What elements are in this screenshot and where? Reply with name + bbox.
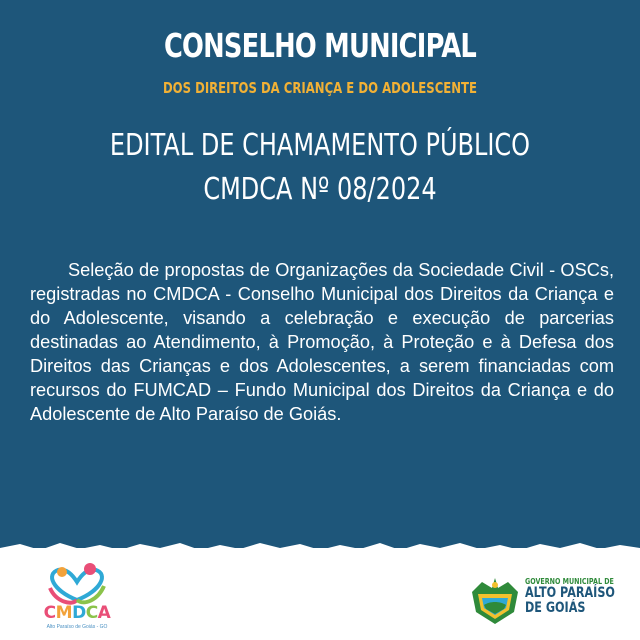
cmdca-letter: D — [72, 603, 86, 623]
cmdca-letter: A — [97, 603, 111, 623]
council-subtitle: DOS DIREITOS DA CRIANÇA E DO ADOLESCENTE — [162, 79, 478, 97]
notice-line-2: CMDCA Nº 08/2024 — [203, 172, 437, 207]
government-label: GOVERNO MUNICIPAL DE — [525, 577, 614, 586]
municipality-name-line-2: DE GOIÁS — [525, 600, 586, 616]
municipal-crest-icon — [468, 574, 522, 628]
cmdca-wordmark — [34, 603, 120, 623]
torn-edge-decoration — [0, 538, 640, 558]
government-brand — [525, 577, 635, 616]
municipality-name-line-1: ALTO PARAÍSO — [525, 585, 615, 601]
council-title: CONSELHO MUNICIPAL — [163, 26, 477, 65]
notice-line-1: EDITAL DE CHAMAMENTO PÚBLICO — [109, 128, 531, 163]
cmdca-letter: C — [43, 603, 56, 623]
cmdca-letter: M — [55, 603, 73, 623]
cmdca-letter: C — [85, 603, 98, 623]
notice-description: Seleção de propostas de Organizações da Sociedade Civil - OSCs, registradas no CMDCA - Conselho Municipal dos Direitos da Criança e do Adolescente, visando a celebração e execução de parcerias destinadas ao Atendimento, à Promoção, à Proteção e à Defesa dos Direitos das Crianças e dos Adolescentes, a serem financiadas com recursos do FUMCAD – Fundo Municipal dos Direitos da Criança e do Adolescente de Alto Paraíso de Goiás. — [30, 260, 614, 424]
notice-heading — [64, 124, 576, 212]
cmdca-tagline: Alto Paraíso de Goiás - GO — [46, 624, 108, 630]
